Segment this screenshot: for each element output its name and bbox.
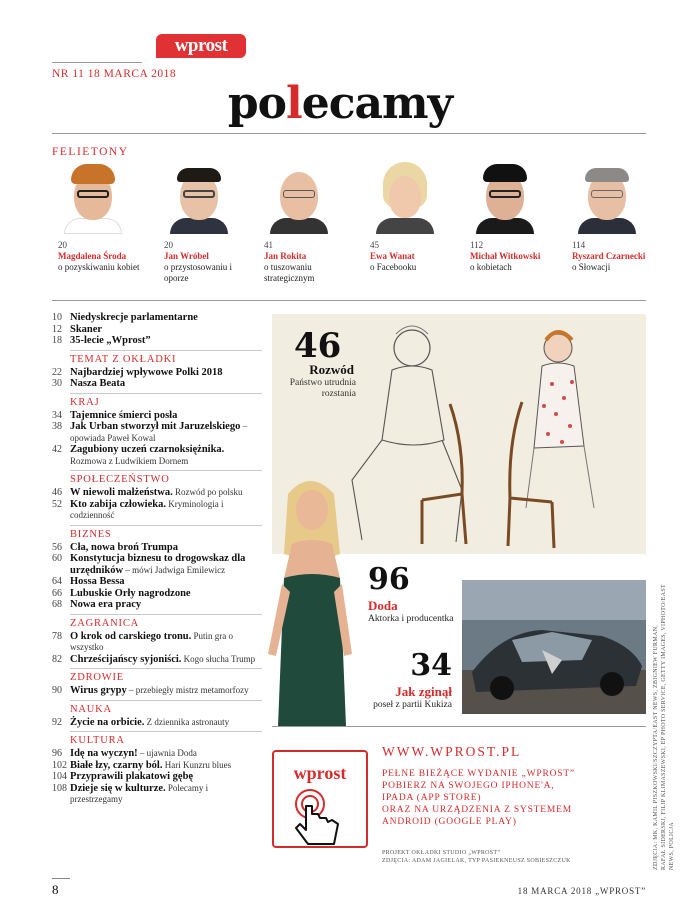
feature-subtitle: Państwo utrudnia rozstania — [289, 378, 356, 399]
tap-hand-icon — [288, 786, 358, 846]
toc-subtitle: Kogo słucha Trump — [181, 653, 256, 664]
toc-title: Wirus grypy — [70, 685, 127, 696]
toc-title: Tajemnice śmierci posła — [70, 409, 178, 421]
toc-title: Życie na orbicie. — [70, 716, 145, 728]
toc-item[interactable] — [52, 367, 262, 379]
toc-subtitle: Polecamy i przestrzegamy — [70, 782, 209, 804]
toc-item[interactable] — [52, 335, 262, 347]
columnist-topic: o Facebooku — [370, 262, 417, 272]
feature-page-number: 96 — [368, 562, 410, 597]
feature-page-number: 46 — [294, 326, 342, 366]
table-of-contents — [52, 312, 262, 806]
toc-page: 30 — [52, 378, 62, 389]
divider — [52, 133, 646, 134]
feature-title: Rozwód — [309, 362, 354, 377]
toc-page: 38 — [52, 421, 62, 432]
toc-title: Nasza Beata — [70, 378, 126, 389]
section-heading: KULTURA — [70, 735, 125, 746]
car-crash-photo[interactable] — [462, 580, 646, 714]
toc-subtitle: – ujawnia Doda — [137, 748, 197, 758]
toc-item[interactable] — [52, 487, 262, 499]
credit-line: ZDJĘCIA: MK, KAMIL PISZKOWSKI/SZCZYPTA/EAST NEWS, ZBIGNIEW FURMAN, — [653, 624, 659, 870]
columnist-photo — [270, 162, 328, 234]
toc-item[interactable] — [52, 444, 262, 467]
columnist-photo — [476, 162, 534, 234]
toc-subtitle: – mówi Jadwiga Emilewicz — [123, 564, 226, 575]
app-promo-text — [382, 768, 652, 828]
columnist-page: 41 — [264, 240, 273, 250]
toc-title: Jak Urban stworzył mit Jaruzelskiego — [70, 421, 241, 432]
section-heading: KRAJ — [70, 396, 100, 408]
credit-line: ZDJĘCIA: ADAM JAGIELAK, TYP PASIEKNEUSZ SOBIESZCZUK — [382, 857, 571, 864]
toc-page: 56 — [52, 541, 62, 553]
columnist-topic: o Słowacji — [572, 262, 611, 272]
footer-rule — [52, 878, 70, 879]
cover-credit — [382, 850, 632, 865]
toc-page: 42 — [52, 444, 62, 455]
section-rule — [70, 731, 262, 732]
credit-line: RAFAŁ SIDERSKI, FILIP KLIMASZEWSKI, EP PHOTO SERVICE, GETTY IMAGES, VIPHOTO/EAST NEWS, POLICJA — [661, 584, 675, 870]
divider — [52, 300, 646, 301]
toc-subtitle: – przebiegły mistrz metamorfozy — [126, 685, 249, 695]
promo-line: ANDROID (GOOGLE PLAY) — [382, 817, 517, 827]
feature-title: Jak zginął — [395, 684, 452, 699]
feature-subtitle: poseł z partii Kukiza — [373, 700, 452, 710]
toc-item[interactable] — [52, 631, 262, 654]
columnist-page: 20 — [58, 240, 67, 250]
toc-title: Dzieje się w kulturze. — [70, 782, 166, 794]
website-link[interactable]: WWW.WPROST.PL — [382, 744, 522, 759]
columnist-name: Magdalena Środa — [58, 251, 127, 261]
promo-line: ORAZ NA URZĄDZENIA Z SYSTEMEM — [382, 805, 572, 815]
section-rule — [70, 350, 262, 351]
columnist-name: Ewa Wanat — [370, 251, 415, 261]
toc-title: Skaner — [70, 323, 103, 335]
doda-photo[interactable] — [260, 474, 360, 726]
section-rule — [70, 393, 262, 394]
feature-subtitle: Aktorka i producentka — [368, 614, 454, 624]
toc-subtitle: Hari Kunzru blues — [162, 759, 232, 770]
toc-title: Idę na wyczyn! — [70, 748, 138, 759]
toc-subtitle: Putin gra o wszystko — [70, 630, 234, 652]
toc-page: 52 — [52, 498, 62, 510]
columnist-wanat[interactable] — [370, 162, 462, 273]
columnist-photo — [170, 162, 228, 234]
columnist-name: Jan Rokita — [264, 251, 307, 261]
columnist-topic: o tuszowaniu strategicznym — [264, 262, 315, 283]
toc-subtitle: – opowiada Paweł Kowal — [70, 421, 248, 443]
section-heading: ZAGRANICA — [70, 617, 140, 629]
toc-item[interactable] — [52, 685, 262, 697]
toc-page: 22 — [52, 366, 62, 378]
toc-title: Przyprawili plakatowi gębę — [70, 771, 194, 782]
columnist-rokita[interactable] — [264, 162, 356, 284]
toc-title: Nowa era pracy — [70, 599, 142, 610]
footer-date: 18 MARCA 2018 „WPROST” — [517, 886, 646, 896]
toc-item[interactable] — [52, 654, 262, 666]
toc-subtitle: Z dziennika astronauty — [144, 716, 230, 727]
toc-page: 96 — [52, 748, 62, 759]
toc-page: 104 — [52, 771, 67, 782]
columnist-srodas[interactable] — [58, 162, 150, 273]
toc-page: 34 — [52, 409, 62, 421]
columnist-page: 112 — [470, 240, 484, 250]
toc-title: Hossa Bessa — [70, 576, 125, 587]
toc-subtitle: Kryminologia i codzienność — [70, 498, 224, 520]
credit-line: PROJEKT OKŁADKI STUDIO „WPROST” — [382, 850, 501, 856]
toc-subtitle: Rozwód po polsku — [172, 487, 243, 497]
toc-title: Zagubiony uczeń czarnoksiężnika. — [70, 444, 225, 455]
photo-credits — [652, 570, 676, 870]
section-rule — [70, 470, 262, 471]
toc-item[interactable] — [52, 542, 262, 554]
columnist-name: Ryszard Czarnecki — [572, 251, 646, 261]
toc-item[interactable] — [52, 499, 262, 522]
toc-item[interactable] — [52, 588, 262, 600]
columnist-photo — [578, 162, 636, 234]
app-promo-logo[interactable] — [272, 750, 368, 848]
toc-item[interactable] — [52, 717, 262, 729]
divider — [272, 726, 646, 727]
toc-title: 35-lecie „Wprost” — [70, 335, 151, 346]
toc-item[interactable] — [52, 760, 262, 772]
section-rule — [70, 700, 262, 701]
toc-item[interactable] — [52, 553, 262, 576]
toc-item[interactable] — [52, 324, 262, 336]
felietony-heading: FELIETONY — [52, 146, 129, 158]
columnist-wrobel[interactable] — [164, 162, 256, 284]
section-rule — [70, 614, 262, 615]
toc-page: 66 — [52, 587, 62, 599]
title-part: po — [227, 78, 286, 129]
feature-page-number: 34 — [410, 648, 452, 683]
toc-page: 12 — [52, 323, 62, 335]
columnist-name: Michał Witkowski — [470, 251, 541, 261]
toc-page: 60 — [52, 553, 62, 564]
toc-page: 68 — [52, 599, 62, 610]
toc-page: 64 — [52, 576, 62, 587]
toc-item[interactable] — [52, 783, 262, 806]
toc-title: W niewoli małżeństwa. — [70, 487, 173, 498]
columnist-topic: o kobietach — [470, 262, 512, 272]
columnist-witkowski[interactable] — [470, 162, 562, 273]
toc-page: 46 — [52, 487, 62, 498]
issue-info: NR 11 18 MARCA 2018 — [52, 68, 177, 80]
toc-title: Najbardziej wpływowe Polki 2018 — [70, 366, 223, 378]
columnist-page: 45 — [370, 240, 379, 250]
section-rule — [70, 525, 262, 526]
toc-page: 102 — [52, 759, 67, 771]
promo-line: IPADA (APP STORE) — [382, 793, 482, 803]
promo-wprost-logo: wprost — [284, 762, 356, 784]
wprost-logo[interactable]: wprost — [156, 34, 246, 58]
toc-title: Lubuskie Orły nagrodzone — [70, 587, 191, 599]
toc-title: Konstytucja biznesu to drogowskaz dla urzędników — [70, 553, 246, 576]
toc-item[interactable] — [52, 748, 262, 760]
columnist-topic: o pozyskiwaniu kobiet — [58, 262, 140, 272]
toc-page: 78 — [52, 630, 62, 642]
title-highlight: l — [285, 78, 302, 129]
columnist-page: 114 — [572, 240, 586, 250]
header-rule — [52, 62, 142, 63]
toc-title: Niedyskrecje parlamentarne — [70, 312, 198, 323]
toc-page: 18 — [52, 335, 62, 346]
crash-sketch — [462, 580, 646, 714]
page-title — [0, 78, 680, 129]
section-heading: BIZNES — [70, 528, 112, 540]
section-heading: ZDROWIE — [70, 672, 125, 683]
toc-title: Kto zabija człowieka. — [70, 498, 166, 510]
toc-page: 90 — [52, 685, 62, 696]
columnist-topic: o przystosowaniu i oporze — [164, 262, 232, 283]
toc-page: 10 — [52, 312, 62, 323]
section-heading: TEMAT Z OKŁADKI — [70, 353, 177, 365]
toc-subtitle: Rozmowa z Ludwikiem Dornem — [70, 455, 189, 466]
toc-item[interactable] — [52, 421, 262, 444]
section-rule — [70, 668, 262, 669]
toc-item[interactable] — [52, 771, 262, 783]
toc-item[interactable] — [52, 410, 262, 422]
section-heading: NAUKA — [70, 703, 112, 715]
toc-title: Cła, nowa broń Trumpa — [70, 541, 178, 553]
toc-item[interactable] — [52, 576, 262, 588]
toc-item[interactable] — [52, 378, 262, 390]
columnist-photo — [376, 162, 434, 234]
feature-title: Doda — [368, 598, 398, 613]
toc-page: 82 — [52, 653, 62, 665]
toc-page: 92 — [52, 716, 62, 728]
columnist-photo — [64, 162, 122, 234]
toc-title: Chrześcijańscy syjoniści. — [70, 653, 182, 665]
promo-line: PEŁNE BIEŻĄCE WYDANIE „WPROST” — [382, 769, 575, 779]
columnist-page: 20 — [164, 240, 173, 250]
toc-page: 108 — [52, 782, 67, 794]
page-number: 8 — [52, 882, 59, 897]
toc-item[interactable] — [52, 312, 262, 324]
toc-title: O krok od carskiego tronu. — [70, 630, 192, 642]
toc-item[interactable] — [52, 599, 262, 611]
section-heading: SPOŁECZEŃSTWO — [70, 474, 170, 485]
columnist-czarnecki[interactable] — [572, 162, 664, 273]
promo-line: POBIERZ NA SWOJEGO IPHONE'A, — [382, 781, 555, 791]
toc-title: Białe łzy, czarny ból. — [70, 759, 163, 771]
columnist-name: Jan Wróbel — [164, 251, 209, 261]
featured-articles — [272, 314, 646, 726]
title-part: ecamy — [301, 78, 453, 129]
